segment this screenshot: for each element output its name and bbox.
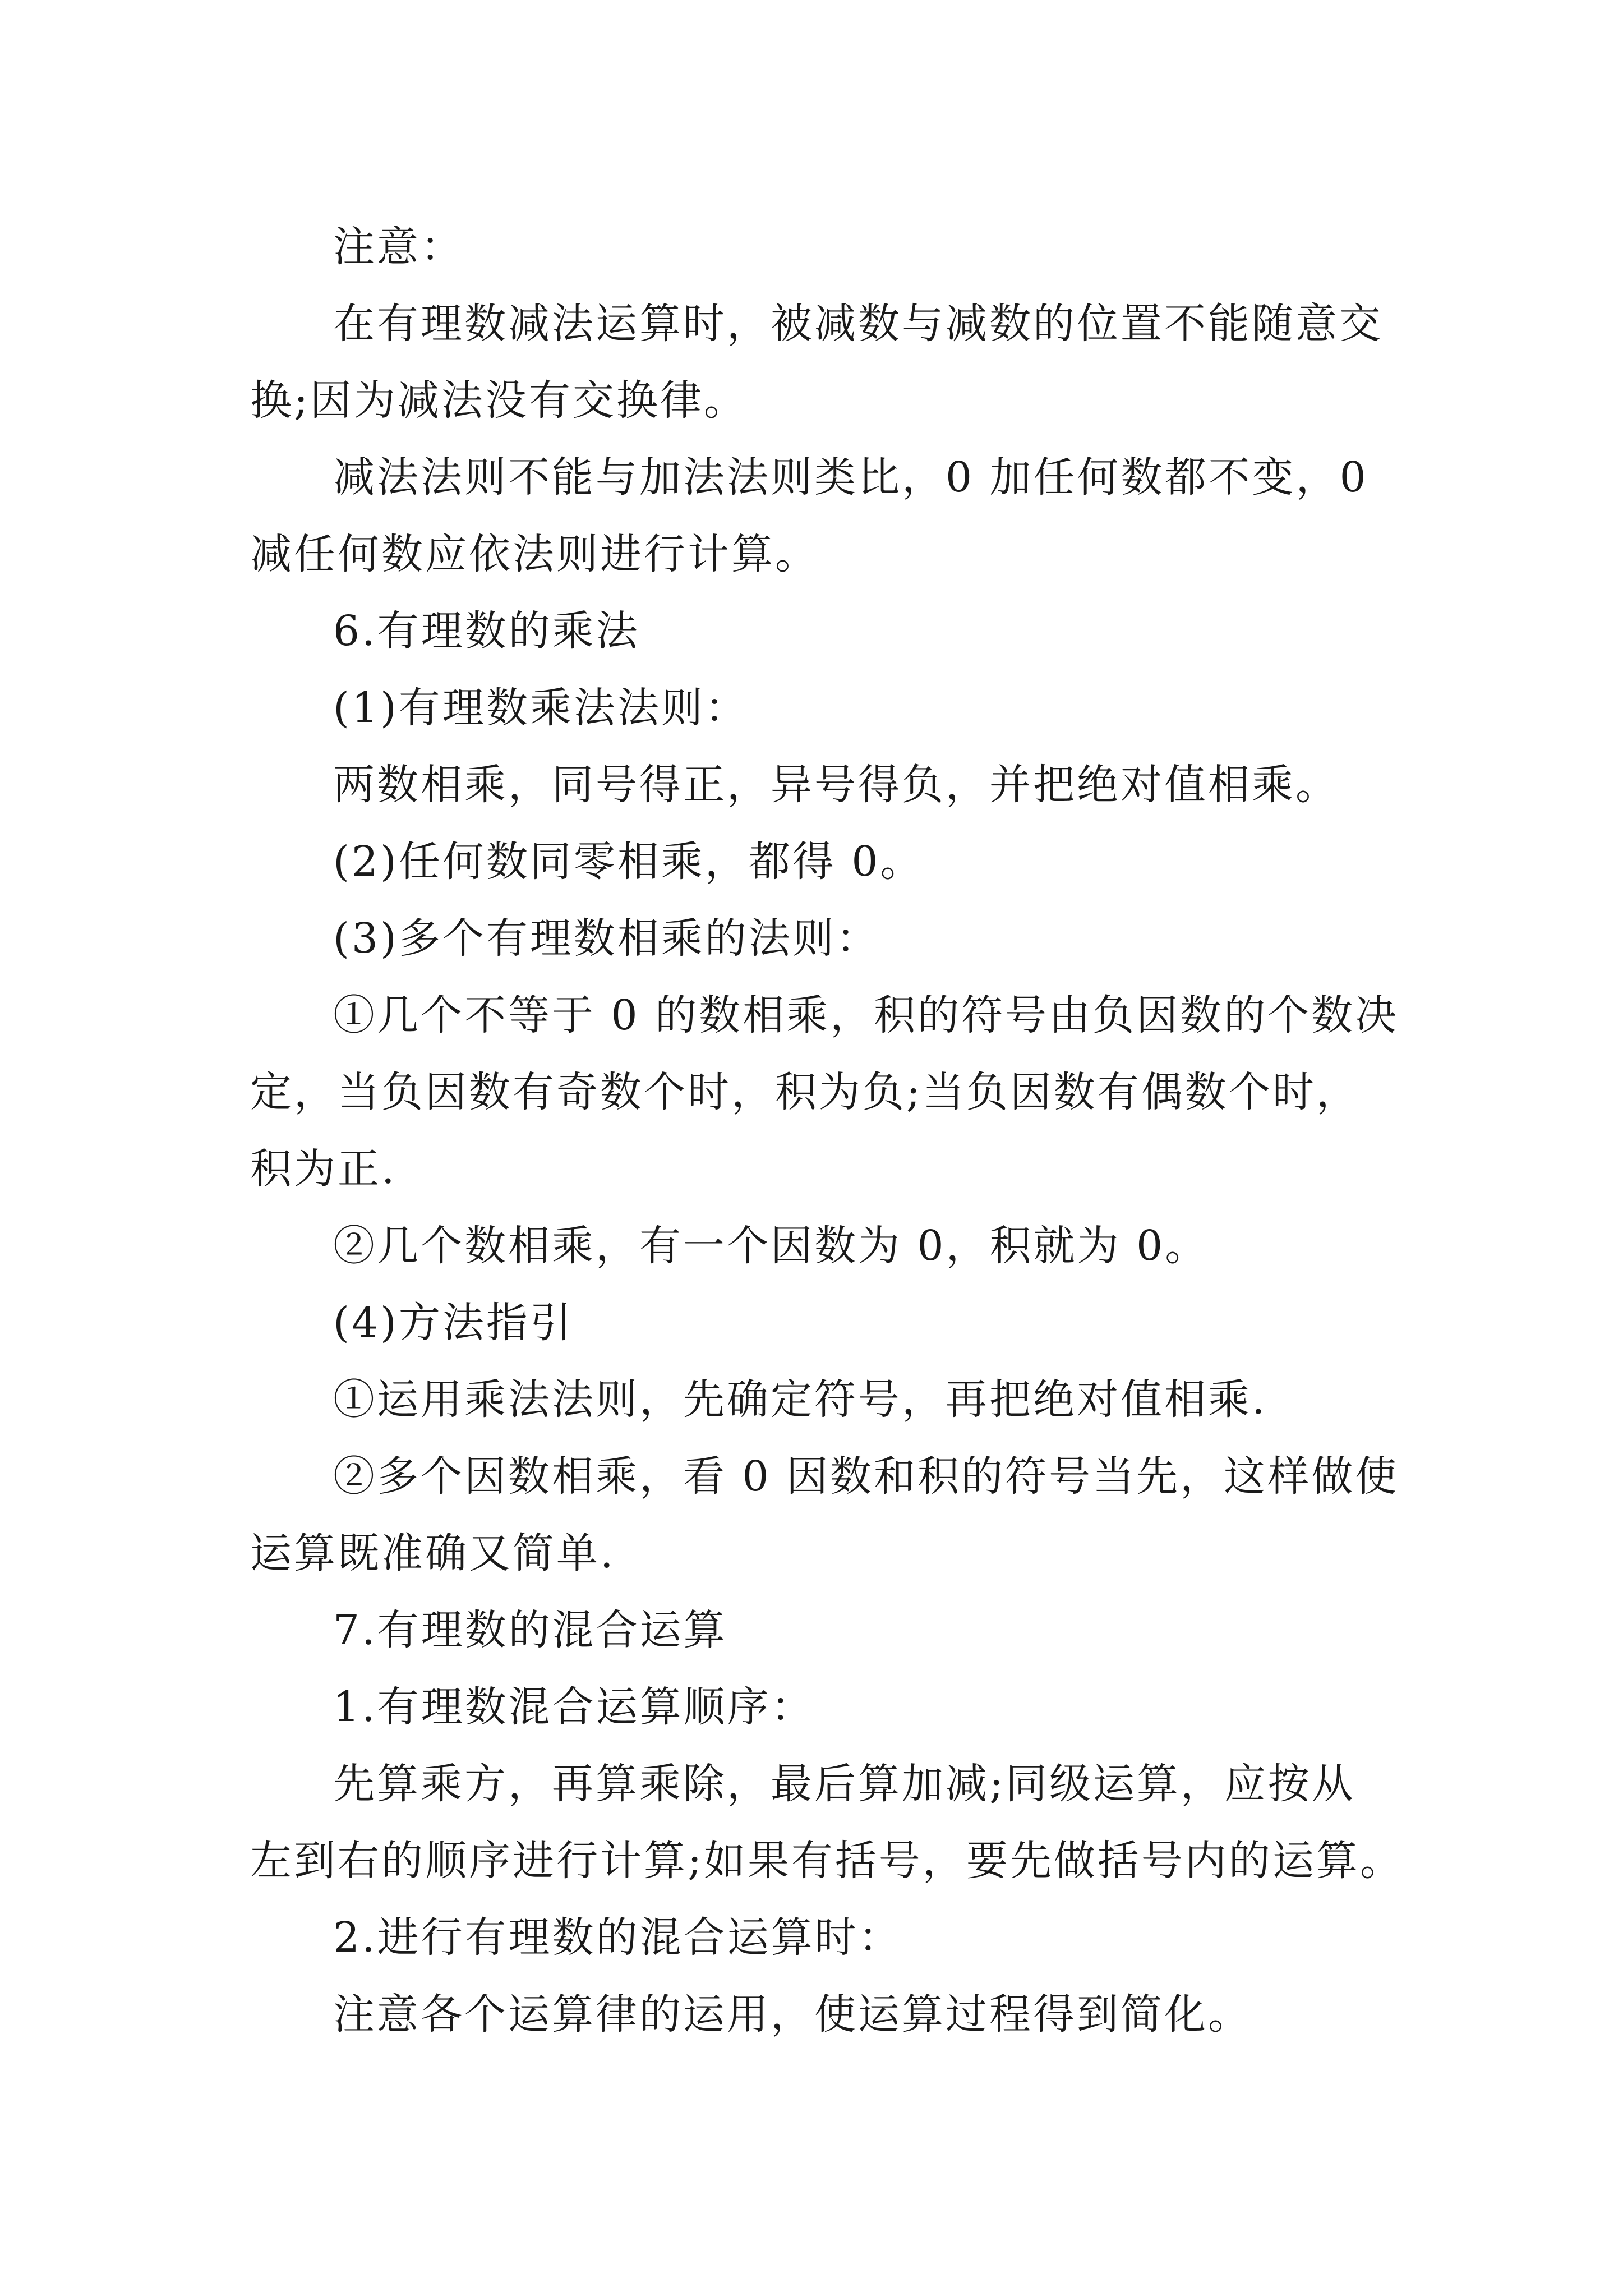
paragraph-method-two bbox=[250, 1438, 1399, 1592]
text-line: ①几个不等于 0 的数相乘，积的符号由负因数的个数决 bbox=[333, 991, 1399, 1039]
paragraph-subtraction-zero bbox=[250, 439, 1389, 593]
text-line: 注意各个运算律的运用，使运算过程得到简化。 bbox=[333, 1990, 1252, 2039]
text-line: (4)方法指引 bbox=[333, 1299, 574, 1347]
text-line: 积为正. bbox=[250, 1145, 397, 1193]
text-line: 2.进行有理数的混合运算时： bbox=[333, 1913, 902, 1962]
text-line: 减法法则不能与加法法则类比，0 加任何数都不变，0 bbox=[333, 453, 1368, 501]
text-line: 7.有理数的混合运算 bbox=[333, 1606, 727, 1654]
text-line: 注意： bbox=[333, 223, 464, 271]
paragraph-subtraction-order bbox=[250, 286, 1389, 439]
text-line: 运算既准确又简单. bbox=[250, 1529, 616, 1577]
paragraph-method-heading bbox=[250, 1285, 1389, 1361]
text-line: 左到右的顺序进行计算;如果有括号，要先做括号内的运算。 bbox=[250, 1837, 1404, 1885]
text-line: ②多个因数相乘，看 0 因数和积的符号当先，这样做使 bbox=[333, 1452, 1399, 1501]
text-line: 两数相乘，同号得正，异号得负，并把绝对值相乘。 bbox=[333, 761, 1339, 809]
paragraph-zero-product bbox=[250, 823, 1389, 900]
text-line: ②几个数相乘，有一个因数为 0，积就为 0。 bbox=[333, 1222, 1209, 1270]
text-line: (3)多个有理数相乘的法则： bbox=[333, 914, 880, 963]
paragraph-method-one bbox=[250, 1361, 1389, 1438]
paragraph-zero-factor bbox=[250, 1208, 1389, 1285]
paragraph-multiple-factors-heading bbox=[250, 900, 1389, 977]
text-line: 6.有理数的乘法 bbox=[333, 607, 640, 655]
paragraph-mixed-heading bbox=[250, 1899, 1389, 1976]
text-line: 定，当负因数有奇数个时，积为负;当负因数有偶数个时， bbox=[250, 1068, 1360, 1116]
text-line: 先算乘方，再算乘除，最后算加减;同级运算，应按从 bbox=[333, 1760, 1355, 1808]
text-line: (1)有理数乘法法则： bbox=[333, 684, 749, 732]
paragraph-multiplication-rule bbox=[250, 747, 1389, 823]
paragraph-multiplication-rule-heading bbox=[250, 670, 1389, 747]
paragraph-note-heading bbox=[250, 209, 1389, 286]
text-line: 在有理数减法运算时，被减数与减数的位置不能随意交 bbox=[333, 300, 1383, 348]
text-line: ①运用乘法法则，先确定符号，再把绝对值相乘. bbox=[333, 1375, 1267, 1424]
text-line: 1.有理数混合运算顺序： bbox=[333, 1683, 815, 1731]
document-body bbox=[250, 209, 1404, 2053]
paragraph-order-heading bbox=[250, 1669, 1389, 1746]
text-line: 减任何数应依法则进行计算。 bbox=[250, 530, 819, 578]
section-heading-multiplication bbox=[250, 593, 1389, 670]
paragraph-sign-rule bbox=[250, 977, 1399, 1208]
text-line: (2)任何数同零相乘，都得 0。 bbox=[333, 838, 924, 886]
paragraph-order-rule bbox=[250, 1746, 1404, 1899]
text-line: 换;因为减法没有交换律。 bbox=[250, 376, 748, 425]
paragraph-mixed-rule bbox=[250, 1976, 1389, 2053]
section-heading-mixed-operations bbox=[250, 1592, 1389, 1669]
